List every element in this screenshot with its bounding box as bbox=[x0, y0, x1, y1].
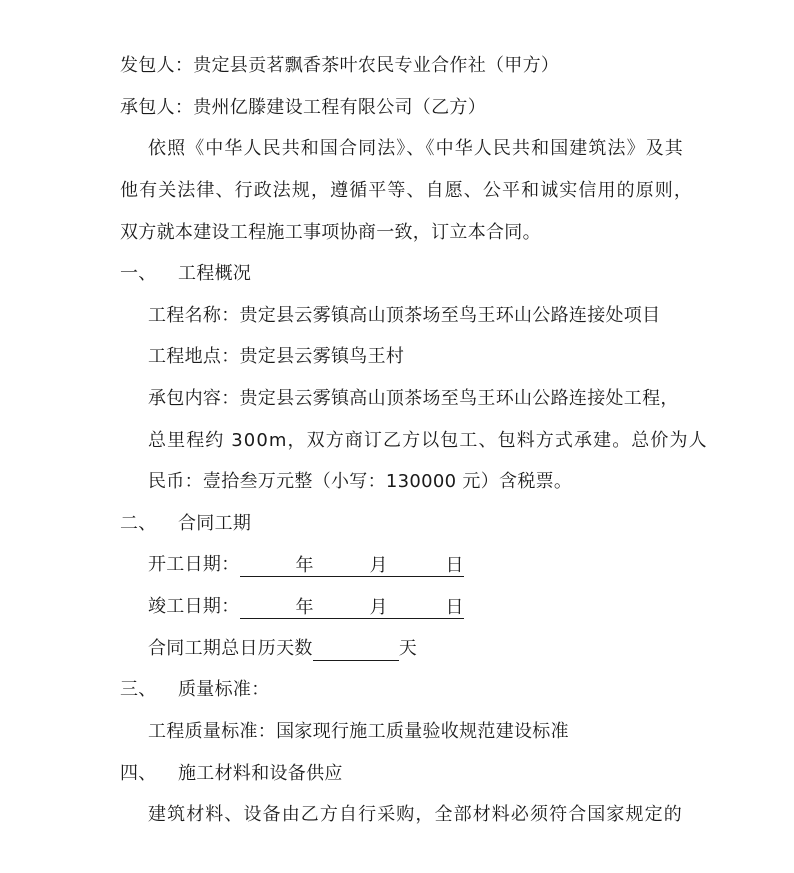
start-date-label: 开工日期： bbox=[148, 554, 240, 575]
total-days-line bbox=[148, 637, 417, 661]
start-date-line bbox=[148, 553, 464, 577]
year-label: 年 bbox=[295, 597, 314, 618]
total-days-unit: 天 bbox=[398, 638, 418, 659]
employer-line: 发包人：贵定县贡茗飘香茶叶农民专业合作社（甲方） bbox=[120, 55, 560, 76]
section-number: 一、 bbox=[120, 263, 157, 284]
quality-standard-line: 工程质量标准：国家现行施工质量验收规范建设标准 bbox=[148, 721, 569, 742]
month-label: 月 bbox=[369, 597, 388, 618]
scope-line-2: 总里程约 300m，双方商订乙方以包工、包料方式承建。总价为人 bbox=[148, 430, 708, 451]
section-number: 二、 bbox=[120, 513, 157, 534]
section-number: 三、 bbox=[120, 679, 157, 700]
intro-paragraph-line-3: 双方就本建设工程施工事项协商一致，订立本合同。 bbox=[120, 222, 541, 243]
contractor-line: 承包人：贵州亿滕建设工程有限公司（乙方） bbox=[120, 97, 486, 118]
day-label: 日 bbox=[445, 597, 464, 618]
scope-line-3: 民币：壹拾叁万元整（小写：130000 元）含税票。 bbox=[148, 471, 573, 492]
end-date-blank[interactable] bbox=[240, 596, 464, 619]
start-date-blank[interactable] bbox=[240, 554, 464, 577]
end-date-line bbox=[148, 595, 464, 619]
section-number: 四、 bbox=[120, 763, 157, 784]
section-title: 工程概况 bbox=[178, 263, 252, 284]
section-title: 质量标准： bbox=[178, 679, 270, 700]
end-date-label: 竣工日期： bbox=[148, 596, 240, 617]
intro-paragraph-line-2: 他有关法律、行政法规，遵循平等、自愿、公平和诚实信用的原则， bbox=[120, 180, 693, 201]
day-label: 日 bbox=[445, 555, 464, 576]
month-label: 月 bbox=[369, 555, 388, 576]
materials-line-1: 建筑材料、设备由乙方自行采购，全部材料必须符合国家规定的 bbox=[148, 804, 683, 825]
total-days-label: 合同工期总日历天数 bbox=[148, 638, 313, 659]
year-label: 年 bbox=[295, 555, 314, 576]
total-days-blank[interactable] bbox=[313, 638, 399, 661]
scope-line-1: 承包内容：贵定县云雾镇高山顶茶场至鸟王环山公路连接处工程， bbox=[148, 388, 679, 409]
project-name-line: 工程名称：贵定县云雾镇高山顶茶场至鸟王环山公路连接处项目 bbox=[148, 305, 661, 326]
intro-paragraph-line-1: 依照《中华人民共和国合同法》、《中华人民共和国建筑法》及其 bbox=[148, 138, 684, 159]
project-location-line: 工程地点：贵定县云雾镇鸟王村 bbox=[148, 346, 405, 367]
section-title: 合同工期 bbox=[178, 513, 252, 534]
section-title: 施工材料和设备供应 bbox=[178, 763, 343, 784]
